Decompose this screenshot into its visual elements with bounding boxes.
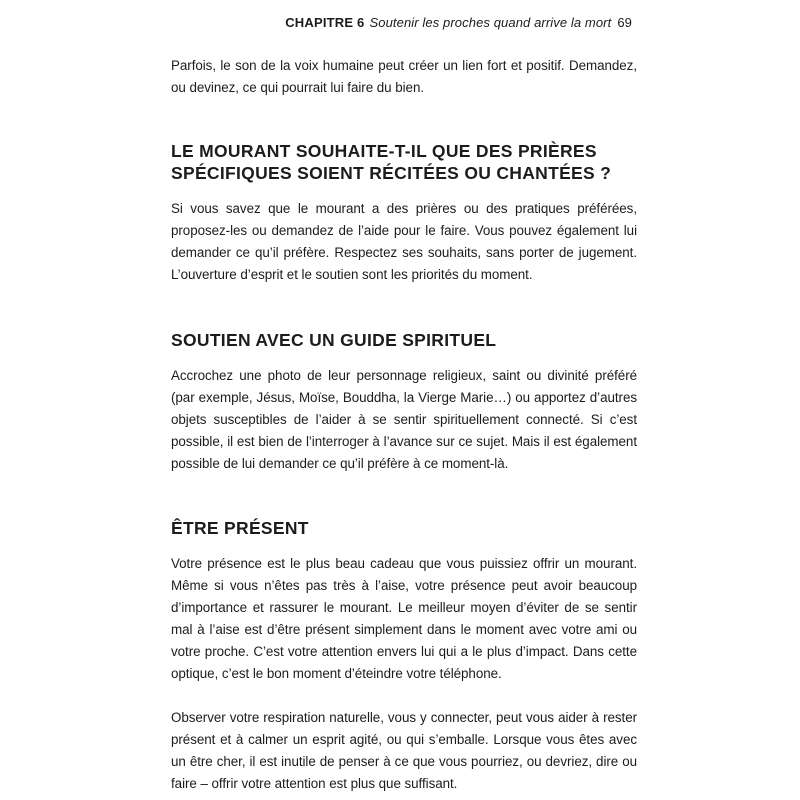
- section-heading-prayers: LE MOURANT SOUHAITE-T-IL QUE DES PRIÈRES SPÉCIFIQUES SOIENT RÉCITÉES OU CHANTÉES ?: [171, 141, 612, 183]
- section-heading-spiritual-guide: SOUTIEN AVEC UN GUIDE SPIRITUEL: [171, 330, 497, 350]
- section-paragraph-prayers: Si vous savez que le mourant a des prières ou des pratiques préférées, proposez-les ou demandez de l’aide pour le faire. Vous pouvez également lui demander ce qu’il préfère. Respectez ses souhaits, sans porter de jugement. L’ouverture d’esprit et le soutien sont les priorités du moment.: [171, 201, 637, 282]
- section-paragraph-spiritual-guide: Accrochez une photo de leur personnage religieux, saint ou divinité préféré (par exemple, Jésus, Moïse, Bouddha, la Vierge Marie…) ou apportez d’autres objets susceptibles de l’aider à se sentir spirituellement connecté. Si c’est possible, il est bien de l’interroger à l’avance sur ce sujet. Mais il est également possible de lui demander ce qu’il préfère à ce moment-là.: [171, 368, 637, 471]
- intro-paragraph: Parfois, le son de la voix humaine peut créer un lien fort et positif. Demandez, ou devinez, ce qui pourrait lui faire du bien.: [171, 58, 637, 95]
- chapter-title: Soutenir les proches quand arrive la mort: [369, 15, 612, 30]
- section-paragraph-being-present-2: Observer votre respiration naturelle, vous y connecter, peut vous aider à rester présent et à calmer un esprit agité, ou qui s’emballe. Lorsque vous êtes avec un être cher, il est inutile de penser à ce que vous pourriez, ou devriez, dire ou faire – offrir votre attention est plus que suffisant.: [171, 710, 637, 791]
- page-number: 69: [617, 15, 632, 30]
- chapter-label: CHAPITRE 6: [285, 15, 365, 30]
- page-body: [171, 55, 637, 795]
- running-header: [285, 15, 632, 30]
- section-paragraph-being-present-1: Votre présence est le plus beau cadeau que vous puissiez offrir un mourant. Même si vous n’êtes pas très à l’aise, votre présence peut avoir beaucoup d’importance et rassurer le mourant. Le meilleur moyen d’éviter de se sentir mal à l’aise est d’être présent simplement dans le moment avec votre ami ou votre proche. C’est votre attention envers lui qui a le plus d’impact. Dans cette optique, c’est le bon moment d’éteindre votre téléphone.: [171, 556, 637, 681]
- section-heading-being-present: ÊTRE PRÉSENT: [171, 518, 309, 538]
